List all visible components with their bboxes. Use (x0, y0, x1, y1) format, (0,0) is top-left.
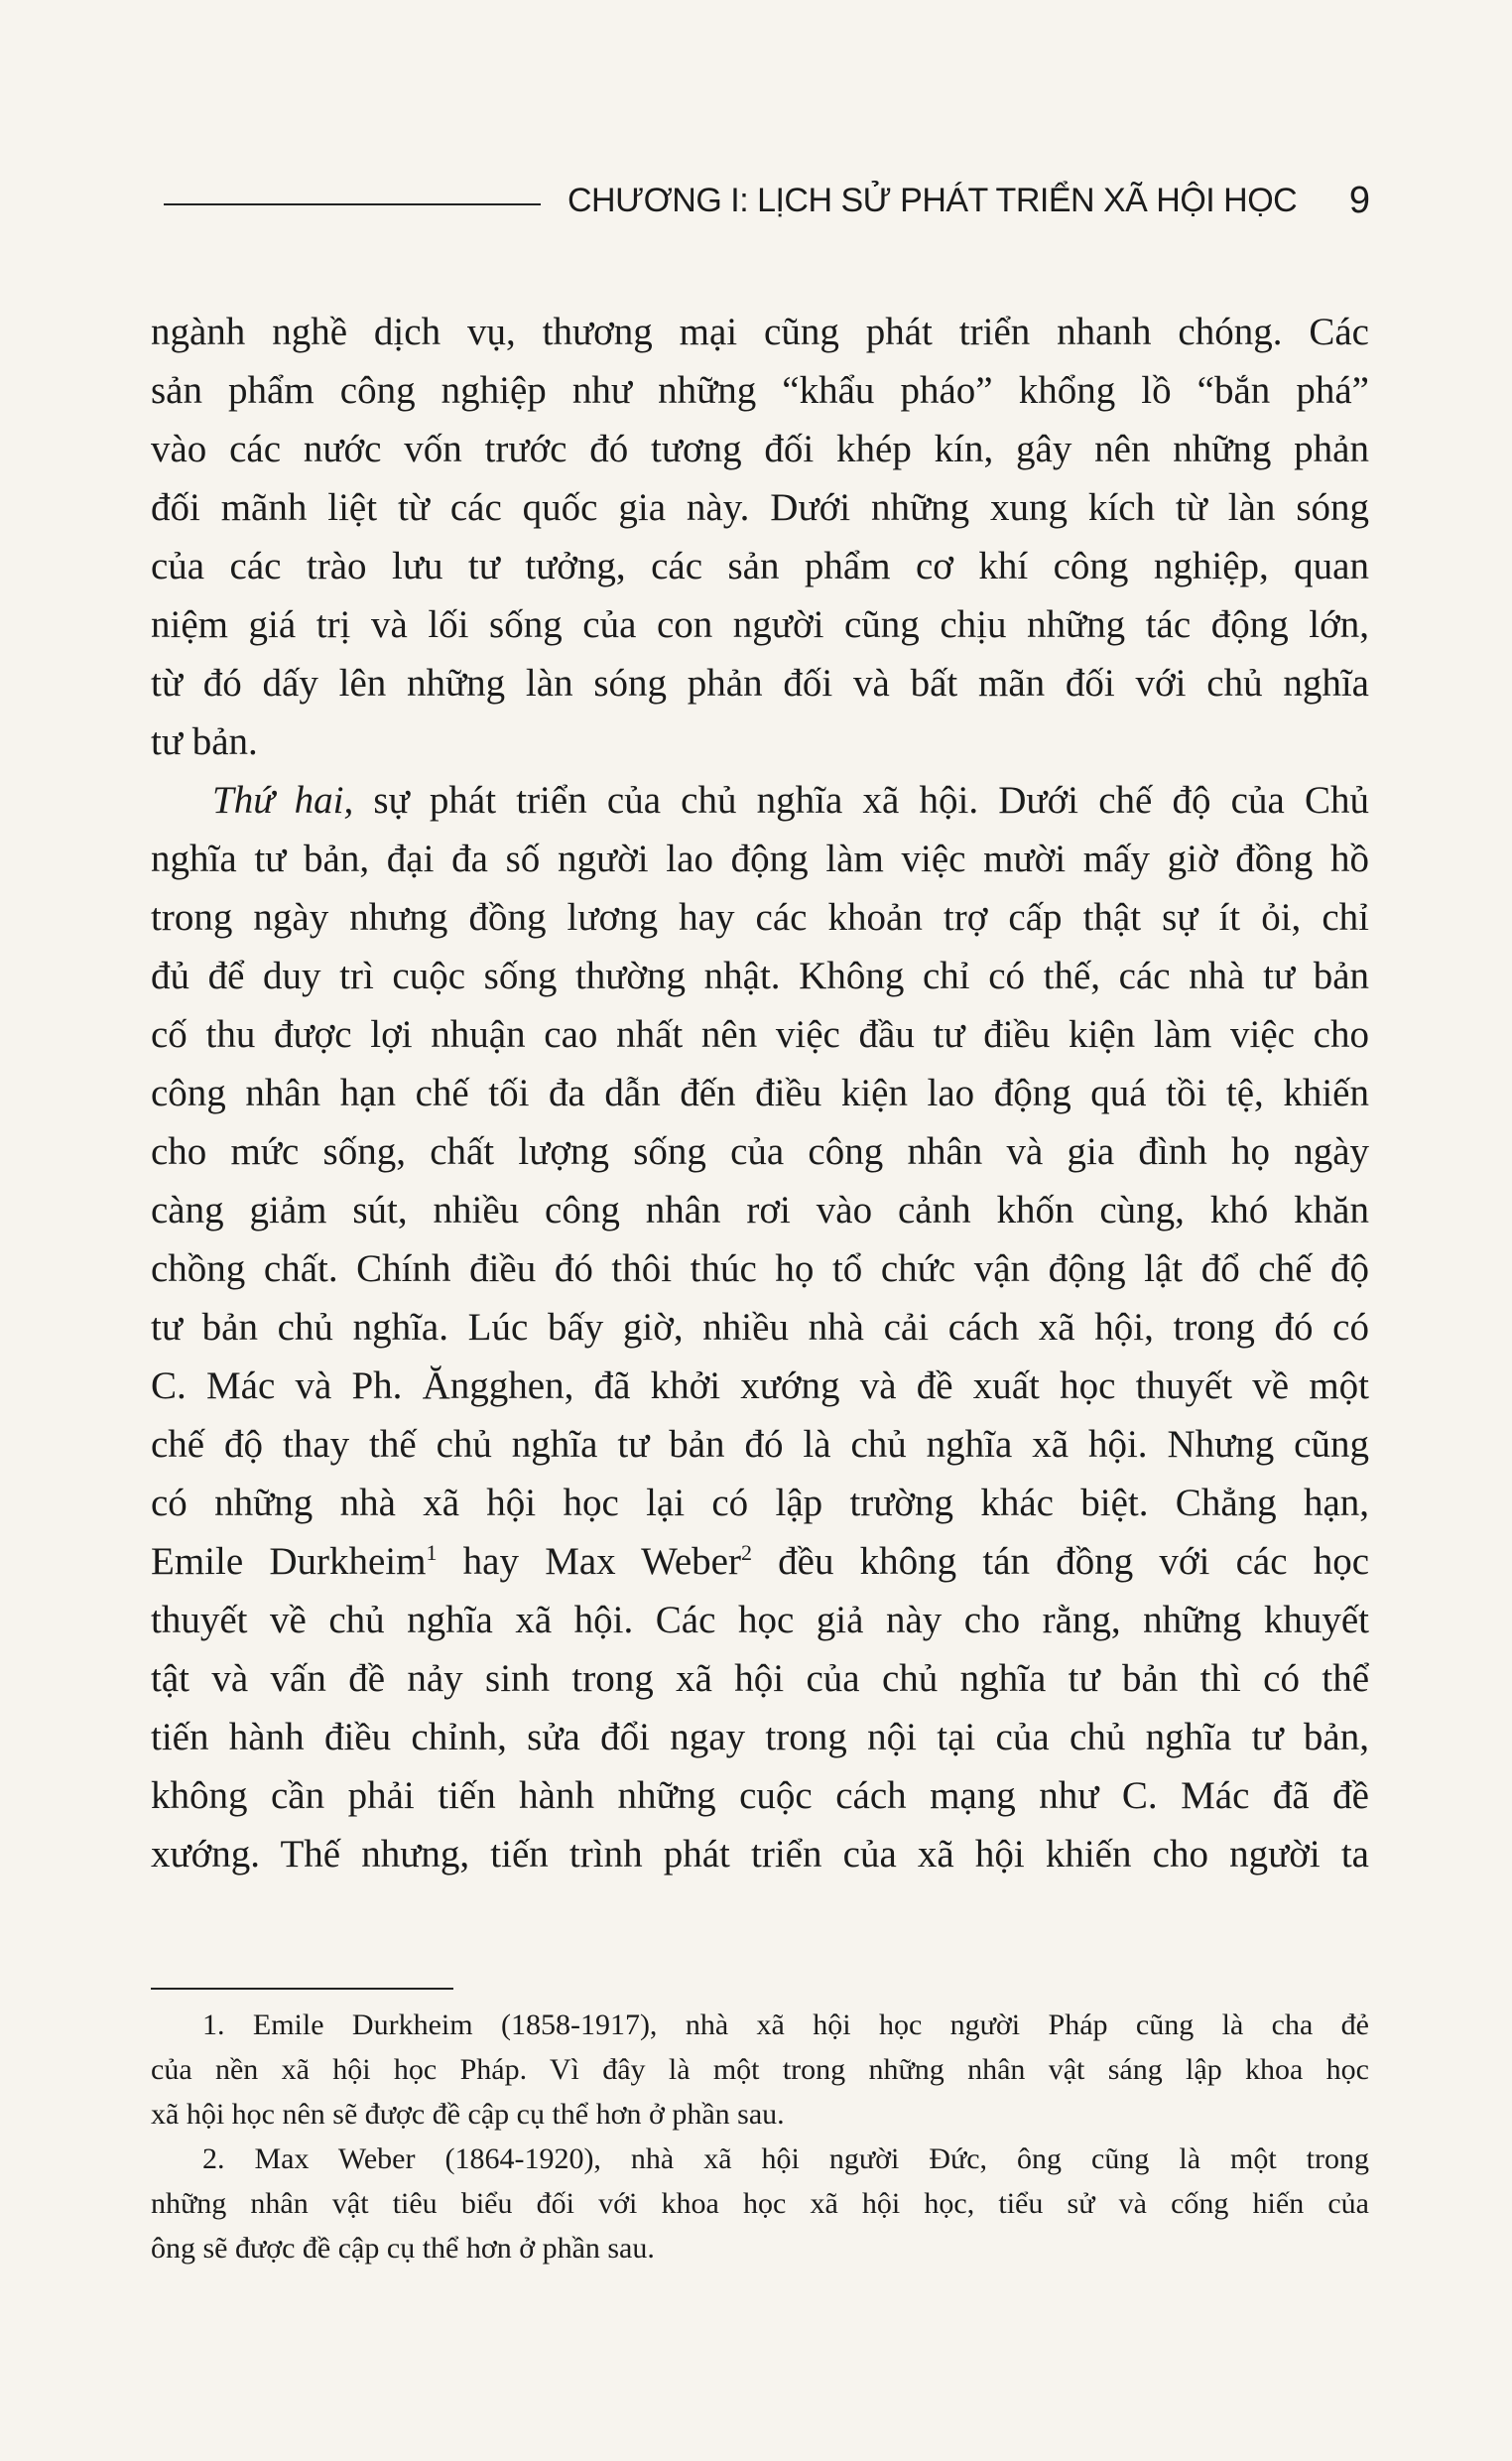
text-run: Emile Durkheim (151, 1540, 427, 1583)
paragraph-line: tật và vấn đề nảy sinh trong xã hội của chủ nghĩa tư bản thì có thể (151, 1657, 1369, 1700)
running-header-title: CHƯƠNG I: LỊCH SỬ PHÁT TRIỂN XÃ HỘI HỌC (567, 182, 1298, 219)
paragraph-line: có những nhà xã hội học lại có lập trường khác biệt. Chẳng hạn, (151, 1482, 1369, 1524)
paragraph-line: vào các nước vốn trước đó tương đối khép kín, gây nên những phản (151, 428, 1369, 470)
paragraph-line: công nhân hạn chế tối đa dẫn đến điều kiện lao động quá tồi tệ, khiến (151, 1072, 1369, 1114)
footnote-1-line: 1. Emile Durkheim (1858-1917), nhà xã hội học người Pháp cũng là cha đẻ (202, 2008, 1369, 2041)
paragraph-line: càng giảm sút, nhiều công nhân rơi vào cảnh khốn cùng, khó khăn (151, 1189, 1369, 1231)
header-rule (164, 203, 541, 205)
paragraph-line: chồng chất. Chính điều đó thôi thúc họ tổ chức vận động lật đổ chế độ (151, 1247, 1369, 1290)
footnote-ref-2[interactable]: 2 (740, 1540, 752, 1565)
paragraph-line: sản phẩm công nghiệp như những “khẩu pháo” khổng lồ “bắn phá” (151, 369, 1369, 412)
paragraph-first-line (151, 771, 1369, 830)
paragraph-line: chế độ thay thế chủ nghĩa tư bản đó là chủ nghĩa xã hội. Nhưng cũng (151, 1423, 1369, 1466)
footnote-2-line: những nhân vật tiêu biểu đối với khoa học xã hội học, tiểu sử và cống hiến của (151, 2187, 1369, 2220)
paragraph-line: niệm giá trị và lối sống của con người cũng chịu những tác động lớn, (151, 603, 1369, 646)
paragraph-line: đủ để duy trì cuộc sống thường nhật. Không chỉ có thế, các nhà tư bản (151, 955, 1369, 997)
footnotes (151, 2003, 1369, 2270)
text-run: hay Max Weber (437, 1540, 741, 1583)
paragraph-line: tiến hành điều chỉnh, sửa đổi ngay trong nội tại của chủ nghĩa tư bản, (151, 1716, 1369, 1758)
paragraph-line: xướng. Thế nhưng, tiến trình phát triển của xã hội khiến cho người ta (151, 1833, 1369, 1876)
paragraph-line: tư bản. (151, 720, 258, 763)
paragraph-line: cho mức sống, chất lượng sống của công nhân và gia đình họ ngày (151, 1130, 1369, 1173)
paragraph-line: C. Mác và Ph. Ăngghen, đã khởi xướng và đề xuất học thuyết về một (151, 1364, 1369, 1407)
paragraph-line-rest: sự phát triển của chủ nghĩa xã hội. Dưới chế độ của Chủ (353, 779, 1369, 822)
paragraph-line: thuyết về chủ nghĩa xã hội. Các học giả này cho rằng, những khuyết (151, 1599, 1369, 1641)
paragraph-line: đối mãnh liệt từ các quốc gia này. Dưới những xung kích từ làn sóng (151, 486, 1369, 529)
paragraph-line: ngành nghề dịch vụ, thương mại cũng phát triển nhanh chóng. Các (151, 311, 1369, 353)
footnote-2-line: ông sẽ được đề cập cụ thể hơn ở phần sau. (151, 2232, 655, 2265)
body-text (151, 303, 1369, 1883)
paragraph-line: cố thu được lợi nhuận cao nhất nên việc đầu tư điều kiện làm việc cho (151, 1013, 1369, 1056)
footnote-1-line: của nền xã hội học Pháp. Vì đây là một trong những nhân vật sáng lập khoa học (151, 2053, 1369, 2086)
paragraph-line: từ đó dấy lên những làn sóng phản đối và bất mãn đối với chủ nghĩa (151, 662, 1369, 705)
paragraph-line-with-footnote-refs (151, 1532, 1369, 1591)
paragraph-line: của các trào lưu tư tưởng, các sản phẩm cơ khí công nghiệp, quan (151, 545, 1369, 587)
footnote-rule (151, 1988, 453, 1990)
paragraph-line: tư bản chủ nghĩa. Lúc bấy giờ, nhiều nhà cải cách xã hội, trong đó có (151, 1306, 1369, 1349)
paragraph-line: không cần phải tiến hành những cuộc cách mạng như C. Mác đã đề (151, 1774, 1369, 1817)
paragraph-line: nghĩa tư bản, đại đa số người lao động làm việc mười mấy giờ đồng hồ (151, 838, 1369, 880)
footnote-1-line: xã hội học nên sẽ được đề cập cụ thể hơn ở phần sau. (151, 2098, 785, 2131)
footnote-ref-1[interactable]: 1 (426, 1540, 438, 1565)
page-number: 9 (1348, 180, 1370, 221)
footnote-2-line: 2. Max Weber (1864-1920), nhà xã hội người Đức, ông cũng là một trong (202, 2142, 1369, 2175)
text-run: đều không tán đồng với các học (751, 1540, 1369, 1583)
paragraph-line: trong ngày nhưng đồng lương hay các khoản trợ cấp thật sự ít ỏi, chỉ (151, 896, 1369, 939)
section-lead-italic: Thứ hai, (212, 779, 354, 822)
